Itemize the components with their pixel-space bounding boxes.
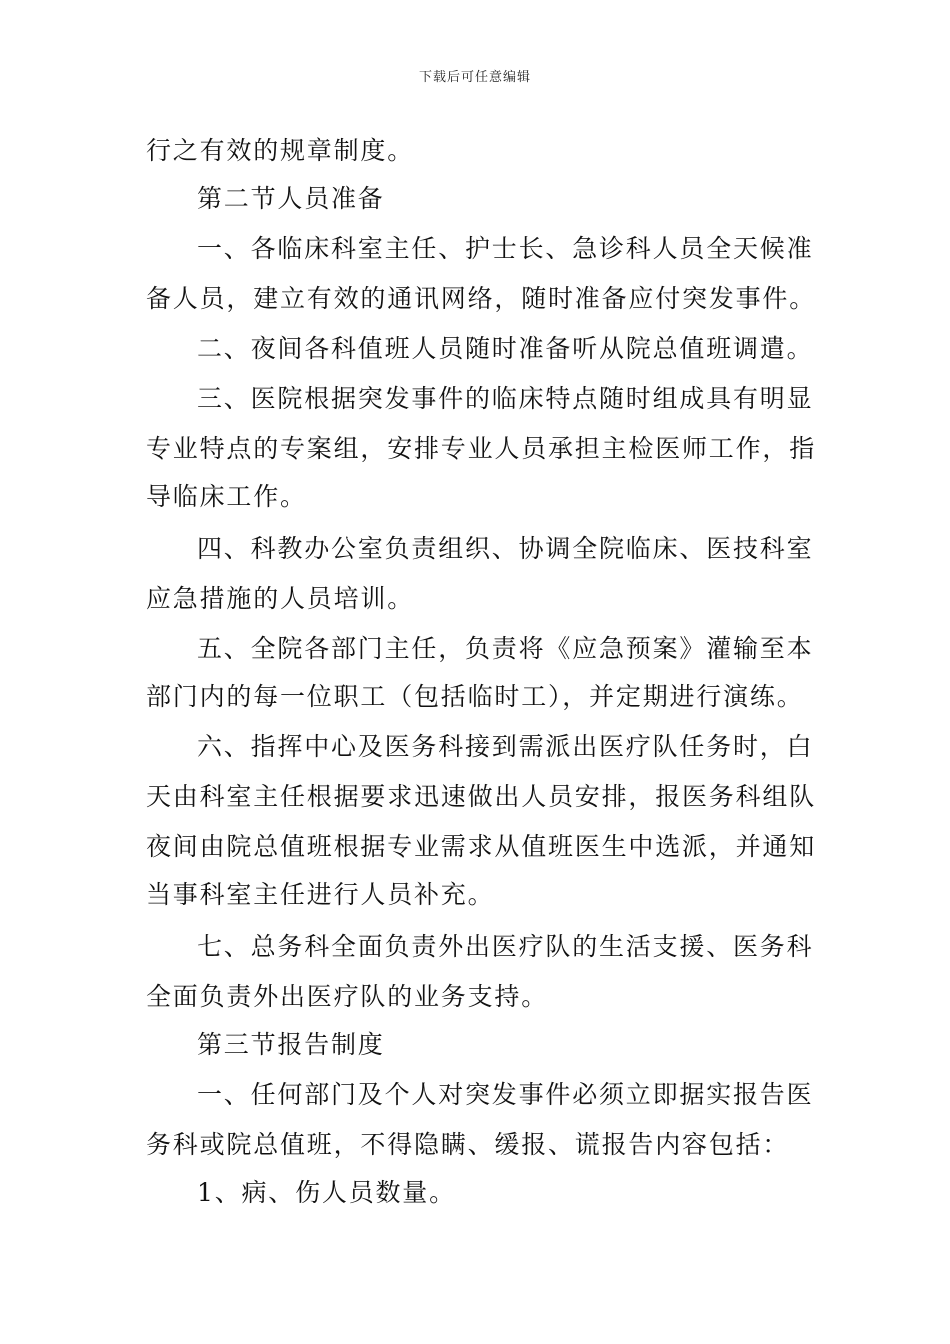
page-header-note: 下载后可任意编辑 xyxy=(418,70,531,85)
body-line: 备人员，建立有效的通讯网络，随时准备应付突发事件。 xyxy=(146,284,817,313)
body-line: 七、总务科全面负责外出医疗队的生活支援、医务科 xyxy=(197,932,814,961)
body-line: 夜间由院总值班根据专业需求从值班医生中选派，并通知 xyxy=(146,832,817,861)
body-line: 三、医院根据突发事件的临床特点随时组成具有明显 xyxy=(197,384,814,413)
body-line: 一、任何部门及个人对突发事件必须立即据实报告医 xyxy=(197,1080,814,1109)
body-line: 应急措施的人员培训。 xyxy=(146,584,415,613)
body-line: 五、全院各部门主任，负责将《应急预案》灌输至本 xyxy=(197,634,814,663)
body-line: 一、各临床科室主任、护士长、急诊科人员全天候准 xyxy=(197,234,814,263)
section-heading: 第三节报告制度 xyxy=(197,1030,385,1059)
body-line: 专业特点的专案组，安排专业人员承担主检医师工作，指 xyxy=(146,434,817,463)
body-line: 务科或院总值班，不得隐瞒、缓报、谎报告内容包括： xyxy=(146,1130,790,1159)
body-line: 导临床工作。 xyxy=(146,482,307,511)
body-line: 行之有效的规章制度。 xyxy=(146,136,415,165)
body-line: 天由科室主任根据要求迅速做出人员安排，报医务科组队 xyxy=(146,782,817,811)
body-line: 部门内的每一位职工（包括临时工），并定期进行演练。 xyxy=(146,682,804,711)
body-line: 二、夜间各科值班人员随时准备听从院总值班调遣。 xyxy=(197,334,814,363)
body-line: 四、科教办公室负责组织、协调全院临床、医技科室 xyxy=(197,534,814,563)
body-line: 全面负责外出医疗队的业务支持。 xyxy=(146,982,549,1011)
body-line: 当事科室主任进行人员补充。 xyxy=(146,880,495,909)
body-line: 六、指挥中心及医务科接到需派出医疗队任务时，白 xyxy=(197,732,814,761)
list-item: 1、病、伤人员数量。 xyxy=(197,1178,456,1207)
section-heading: 第二节人员准备 xyxy=(197,184,385,213)
